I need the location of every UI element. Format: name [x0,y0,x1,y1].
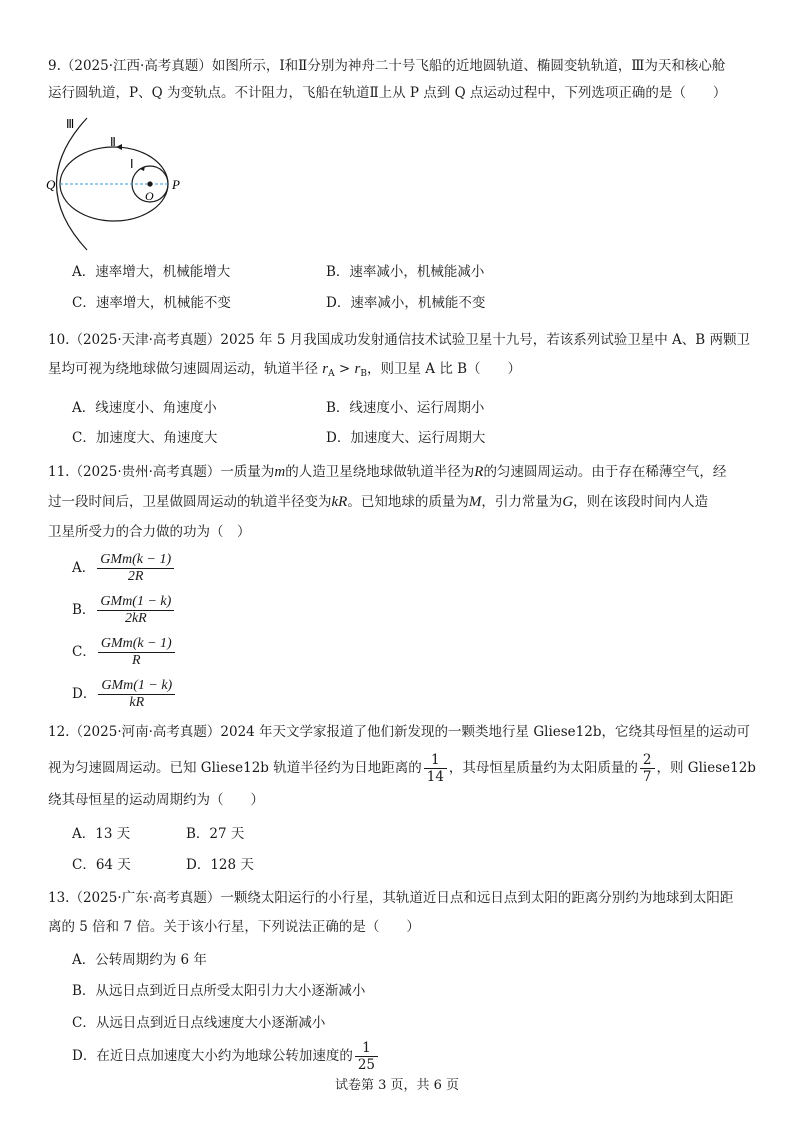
q11-option-b[interactable] [72,594,176,627]
q12-option-a[interactable]: A．13 天 [72,826,131,842]
subscript-a: A [328,369,335,379]
q13-option-a[interactable]: A．公转周期约为 6 年 [72,952,207,968]
q13-stem-line2: 离的 5 倍和 7 倍。关于该小行星，下列说法正确的是（ ） [48,919,420,935]
q12-stem-line2 [48,752,756,785]
label-O: O [145,189,154,203]
q12-stem-line3: 绕其母恒星的运动周期约为（ ） [48,792,264,808]
q11-text-d: 过一段时间后，卫星做圆周运动的轨道半径变为 [48,494,332,510]
orbit-II-direction-arrow [116,144,122,150]
q13-option-c[interactable]: C．从远日点到近日点线速度大小逐渐减小 [72,1015,326,1031]
q12-option-b[interactable]: B．27 天 [186,826,245,842]
q11-option-d-fraction [98,678,175,711]
q11-option-d[interactable] [72,678,177,711]
radius-symbol-b: r [354,361,361,377]
mass-symbol-earth: M [468,494,482,510]
q13-option-b[interactable]: B．从远日点到近日点所受太阳引力大小逐渐减小 [72,983,366,999]
q11-stem-line3: 卫星所受力的合力做的功为（ ） [48,524,251,540]
subscript-b: B [360,369,368,379]
denominator: 2kR [124,611,147,626]
label-Q: Q [46,177,56,192]
radius-symbol-kr: kR [331,494,348,510]
q10-stem-text-b: ，则卫星 A 比 B（ ） [367,361,522,377]
label-I: Ⅰ [130,157,134,171]
radius-symbol-a: r [322,361,329,377]
q12-text-a: 视为匀速圆周运动。已知 Gliese12b 轨道半径约为日地距离的 [48,760,422,776]
numerator: GMm(k − 1) [98,636,175,653]
denominator: 2R [127,569,144,584]
q13-option-d[interactable] [72,1040,380,1073]
numerator: GMm(1 − k) [98,678,175,695]
q11-option-a-fraction [97,552,174,585]
q11-text-g: ，则在该段时间内人造 [573,494,709,510]
q13-option-d-text: D．在近日点加速度大小约为地球公转加速度的 [72,1048,353,1064]
label-II: Ⅱ [110,135,116,149]
gravitational-constant-symbol: G [562,494,574,510]
fraction-two-sevenths [640,752,655,785]
numerator: GMm(1 − k) [97,594,174,611]
numerator: 1 [355,1040,378,1057]
q12-option-d[interactable]: D．128 天 [186,857,254,873]
q9-orbit-figure [44,112,204,254]
earth-center-dot [147,181,152,186]
q11-option-c[interactable] [72,636,177,669]
q11-option-c-fraction [98,636,175,669]
q12-text-c: ，则 Gliese12b [656,760,756,776]
numerator: 2 [640,752,655,769]
option-label: B． [72,602,96,618]
denominator: R [132,653,141,668]
q10-option-c[interactable]: C．加速度大、角速度大 [72,430,218,446]
q10-stem-line2 [48,359,750,384]
q9-option-c[interactable]: C．速率增大，机械能不变 [72,295,231,311]
denominator: 25 [357,1057,376,1073]
q13-stem-line1: 13.（2025·广东·高考真题）一颗绕太阳运行的小行星，其轨道近日点和远日点到太阳的距离分别约为地球到太阳距 [48,890,734,906]
q12-option-c[interactable]: C．64 天 [72,857,131,873]
denominator: kR [129,695,145,710]
q11-option-b-fraction [97,594,174,627]
fraction-one-fourteenth [424,752,447,785]
q11-text-c: 的匀速圆周运动。由于存在稀薄空气，经 [483,464,727,480]
q9-option-b[interactable]: B．速率减小，机械能减小 [326,264,485,280]
q9-stem-line1: 9.（2025·江西·高考真题）如图所示，Ⅰ和Ⅱ分别为神舟二十号飞船的近地圆轨道、椭圆变轨轨道，Ⅲ为天和核心舱 [48,58,726,74]
denominator: 14 [426,769,444,785]
q10-option-b[interactable]: B．线速度小、运行周期小 [326,400,485,416]
numerator: 1 [424,752,447,769]
q11-text-f: ，引力常量为 [481,494,563,510]
q11-option-a[interactable] [72,552,176,585]
label-III: Ⅲ [66,117,75,131]
q11-text-a: 11.（2025·贵州·高考真题）一质量为 [48,464,275,480]
q11-stem-line2 [48,492,750,512]
option-label: C． [72,644,96,660]
q11-text-b: 的人造卫星绕地球做轨道半径为 [285,464,475,480]
q9-stem-line2: 运行圆轨道，P、Q 为变轨点。不计阻力，飞船在轨道Ⅱ上从 P 点到 Q 点运动过程中，下列选项正确的是（ ） [48,85,727,101]
q12-stem-line1: 12.（2025·河南·高考真题）2024 年天文学家报道了他们新发现的一颗类地行星 Gliese12b，它绕其母恒星的运动可 [48,724,750,740]
option-label: D． [72,686,97,702]
mass-symbol-m: m [274,464,286,480]
q11-stem-line1 [48,462,750,482]
numerator: GMm(k − 1) [97,552,174,569]
q10-option-d[interactable]: D．加速度大、运行周期大 [326,430,486,446]
page-footer: 试卷第 3 页，共 6 页 [334,1078,460,1093]
option-label: A． [72,560,96,576]
q10-option-a[interactable]: A．线速度小、角速度小 [72,400,217,416]
q9-option-a[interactable]: A．速率增大，机械能增大 [72,264,231,280]
q10-stem-text-a: 星均可视为绕地球做匀速圆周运动，轨道半径 [48,361,318,377]
greater-than-sign: > [334,361,355,377]
denominator: 7 [642,769,652,785]
q12-text-b: ，其母恒星质量约为太阳质量的 [448,760,638,776]
label-P: P [172,177,180,192]
radius-symbol-r: R [474,464,484,480]
q11-text-e: 。已知地球的质量为 [347,494,469,510]
q9-option-d[interactable]: D．速率减小，机械能不变 [326,295,486,311]
q10-stem-line1: 10.（2025·天津·高考真题）2025 年 5 月我国成功发射通信技术试验卫星十九号，若该系列试验卫星中 A、B 两颗卫 [48,332,750,348]
fraction-one-twentyfifth [355,1040,378,1073]
